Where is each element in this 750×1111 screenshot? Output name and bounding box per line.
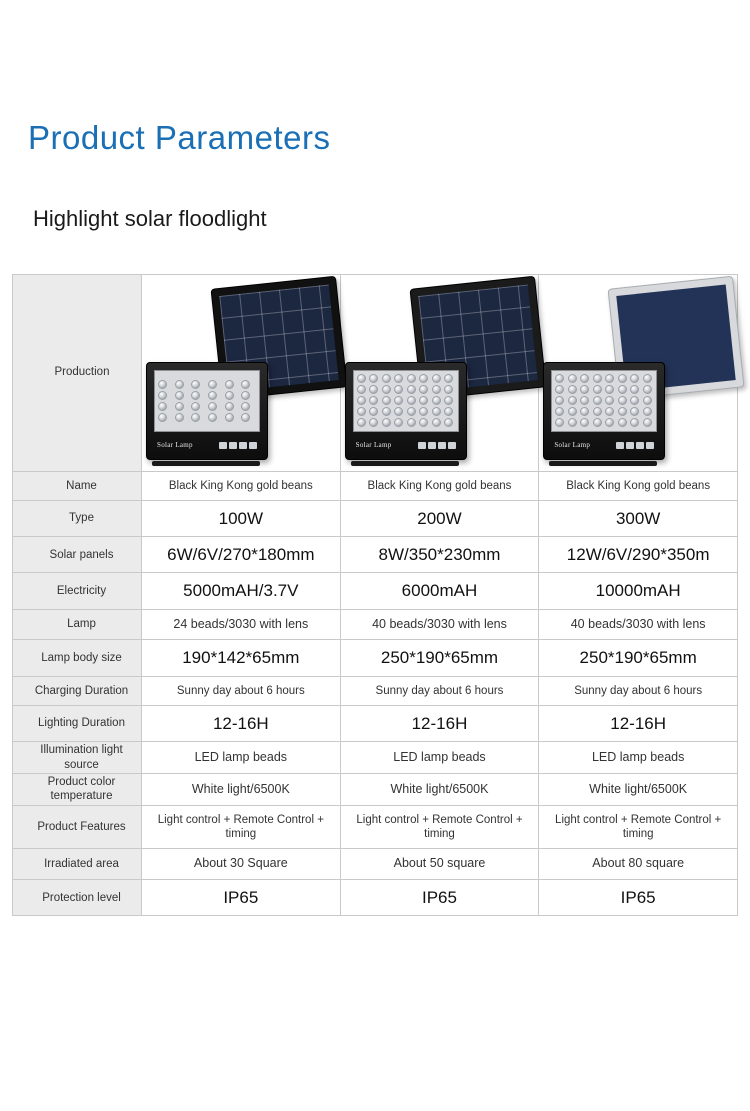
indicator-ports <box>219 442 257 449</box>
table-row <box>13 805 738 849</box>
led-bead <box>357 374 366 383</box>
lamp-brand-bar <box>154 432 260 456</box>
led-bead <box>580 396 589 405</box>
led-bead <box>394 407 403 416</box>
spec-value-cell: 24 beads/3030 with lens <box>142 609 341 640</box>
led-bead <box>208 391 217 400</box>
led-bead <box>419 407 428 416</box>
brand-label: Solar Lamp <box>554 441 591 450</box>
spec-value-cell: Sunny day about 6 hours <box>142 676 341 705</box>
led-bead <box>630 396 639 405</box>
led-bead <box>382 407 391 416</box>
product-photo <box>539 278 741 468</box>
led-bead <box>605 374 614 383</box>
led-bead <box>158 391 167 400</box>
led-bead <box>382 396 391 405</box>
led-bead <box>241 380 250 389</box>
brand-label: Solar Lamp <box>355 441 392 450</box>
led-bead <box>568 374 577 383</box>
mounting-bracket <box>351 461 459 466</box>
led-bead <box>357 396 366 405</box>
row-label: Charging Duration <box>13 676 142 705</box>
led-bead <box>407 396 416 405</box>
led-bead <box>580 418 589 427</box>
spec-value-cell: 250*190*65mm <box>340 640 539 676</box>
led-bead <box>241 413 250 422</box>
spec-value-cell: 12-16H <box>340 705 539 741</box>
spec-value-cell: Light control + Remote Control + timing <box>539 805 738 849</box>
table-row <box>13 676 738 705</box>
indicator-ports <box>418 442 456 449</box>
spec-value-cell: 200W <box>340 500 539 536</box>
table-row <box>13 880 738 916</box>
led-bead <box>630 374 639 383</box>
led-bead <box>175 402 184 411</box>
product-photo <box>341 278 543 468</box>
led-bead <box>555 374 564 383</box>
led-bead <box>593 418 602 427</box>
spec-value-cell: Black King Kong gold beans <box>142 471 341 500</box>
spec-value-cell: 40 beads/3030 with lens <box>340 609 539 640</box>
led-bead <box>444 396 453 405</box>
product-image-cell <box>340 274 539 471</box>
led-bead <box>630 385 639 394</box>
floodlight-body <box>543 362 665 460</box>
spec-value-cell: About 30 Square <box>142 849 341 880</box>
led-bead <box>605 385 614 394</box>
led-bead <box>208 380 217 389</box>
led-bead <box>605 418 614 427</box>
led-bead <box>158 413 167 422</box>
spec-value-cell: 12-16H <box>142 705 341 741</box>
row-label: Illumination light source <box>13 742 142 774</box>
led-bead <box>568 385 577 394</box>
lamp-brand-bar <box>353 432 459 456</box>
led-bead <box>555 418 564 427</box>
row-label: Product color temperature <box>13 773 142 805</box>
led-bead <box>618 385 627 394</box>
led-array <box>353 370 459 432</box>
table-row <box>13 471 738 500</box>
spec-value-cell: IP65 <box>142 880 341 916</box>
led-bead <box>394 396 403 405</box>
led-bead <box>568 407 577 416</box>
led-bead <box>618 396 627 405</box>
led-bead <box>241 402 250 411</box>
row-label: Name <box>13 471 142 500</box>
led-bead <box>432 396 441 405</box>
led-bead <box>618 407 627 416</box>
led-bead <box>175 413 184 422</box>
led-bead <box>643 374 652 383</box>
led-bead <box>432 418 441 427</box>
spec-value-cell: 12-16H <box>539 705 738 741</box>
spec-value-cell: Sunny day about 6 hours <box>539 676 738 705</box>
mounting-bracket <box>152 461 260 466</box>
indicator-ports <box>616 442 654 449</box>
led-bead <box>369 418 378 427</box>
led-bead <box>158 380 167 389</box>
led-bead <box>191 380 200 389</box>
led-bead <box>605 396 614 405</box>
led-bead <box>419 396 428 405</box>
mounting-bracket <box>549 461 657 466</box>
led-bead <box>191 402 200 411</box>
spec-value-cell: Light control + Remote Control + timing <box>142 805 341 849</box>
spec-value-cell: Black King Kong gold beans <box>539 471 738 500</box>
led-bead <box>225 391 234 400</box>
led-bead <box>369 407 378 416</box>
spec-value-cell: 300W <box>539 500 738 536</box>
led-bead <box>444 374 453 383</box>
led-bead <box>432 374 441 383</box>
table-row <box>13 849 738 880</box>
spec-value-cell: About 80 square <box>539 849 738 880</box>
led-bead <box>419 385 428 394</box>
led-bead <box>618 418 627 427</box>
spec-value-cell: Black King Kong gold beans <box>340 471 539 500</box>
spec-value-cell: LED lamp beads <box>340 742 539 774</box>
table-row <box>13 640 738 676</box>
product-image-cell <box>539 274 738 471</box>
spec-table-body <box>13 274 738 916</box>
led-bead <box>555 407 564 416</box>
led-bead <box>444 385 453 394</box>
led-bead <box>432 407 441 416</box>
table-row <box>13 773 738 805</box>
spec-value-cell: 8W/350*230mm <box>340 537 539 573</box>
led-bead <box>382 418 391 427</box>
led-bead <box>407 385 416 394</box>
led-bead <box>555 396 564 405</box>
spec-value-cell: LED lamp beads <box>142 742 341 774</box>
row-label: Solar panels <box>13 537 142 573</box>
led-bead <box>382 385 391 394</box>
led-bead <box>241 391 250 400</box>
led-bead <box>225 413 234 422</box>
led-bead <box>394 374 403 383</box>
spec-value-cell: 190*142*65mm <box>142 640 341 676</box>
led-array <box>551 370 657 432</box>
led-bead <box>643 418 652 427</box>
row-label: Production <box>13 274 142 471</box>
led-bead <box>357 407 366 416</box>
table-row <box>13 609 738 640</box>
spec-value-cell: Sunny day about 6 hours <box>340 676 539 705</box>
spec-value-cell: 250*190*65mm <box>539 640 738 676</box>
led-bead <box>568 396 577 405</box>
spec-value-cell: White light/6500K <box>340 773 539 805</box>
led-bead <box>369 385 378 394</box>
table-row <box>13 274 738 471</box>
table-row <box>13 537 738 573</box>
led-bead <box>407 418 416 427</box>
spec-value-cell: IP65 <box>539 880 738 916</box>
row-label: Electricity <box>13 573 142 609</box>
led-bead <box>419 374 428 383</box>
led-bead <box>208 413 217 422</box>
led-bead <box>593 407 602 416</box>
row-label: Lighting Duration <box>13 705 142 741</box>
spec-value-cell: White light/6500K <box>539 773 738 805</box>
spec-value-cell: White light/6500K <box>142 773 341 805</box>
table-row <box>13 573 738 609</box>
led-bead <box>394 385 403 394</box>
led-bead <box>605 407 614 416</box>
led-bead <box>580 374 589 383</box>
led-bead <box>394 418 403 427</box>
spec-value-cell: Light control + Remote Control + timing <box>340 805 539 849</box>
led-bead <box>593 385 602 394</box>
table-row <box>13 500 738 536</box>
led-bead <box>225 402 234 411</box>
led-bead <box>225 380 234 389</box>
row-label: Type <box>13 500 142 536</box>
led-bead <box>593 396 602 405</box>
led-bead <box>191 413 200 422</box>
led-bead <box>175 391 184 400</box>
spec-value-cell: 100W <box>142 500 341 536</box>
led-bead <box>630 418 639 427</box>
led-bead <box>357 385 366 394</box>
spec-value-cell: 10000mAH <box>539 573 738 609</box>
row-label: Irradiated area <box>13 849 142 880</box>
spec-value-cell: 6000mAH <box>340 573 539 609</box>
led-bead <box>618 374 627 383</box>
page-subtitle: Highlight solar floodlight <box>33 205 267 231</box>
lamp-brand-bar <box>551 432 657 456</box>
specification-table <box>12 274 738 917</box>
led-bead <box>432 385 441 394</box>
led-bead <box>630 407 639 416</box>
spec-table-wrapper <box>0 232 750 947</box>
brand-label: Solar Lamp <box>157 441 193 450</box>
spec-value-cell: 40 beads/3030 with lens <box>539 609 738 640</box>
row-label: Product Features <box>13 805 142 849</box>
led-bead <box>555 385 564 394</box>
page-title: Product Parameters <box>28 119 331 156</box>
row-label: Lamp <box>13 609 142 640</box>
led-bead <box>593 374 602 383</box>
led-bead <box>643 385 652 394</box>
led-bead <box>369 396 378 405</box>
led-bead <box>175 380 184 389</box>
table-row <box>13 742 738 774</box>
led-bead <box>208 402 217 411</box>
led-bead <box>643 407 652 416</box>
floodlight-body <box>345 362 467 460</box>
table-row <box>13 705 738 741</box>
led-bead <box>580 385 589 394</box>
spec-value-cell: 5000mAH/3.7V <box>142 573 341 609</box>
spec-value-cell: IP65 <box>340 880 539 916</box>
led-bead <box>369 374 378 383</box>
row-label: Protection level <box>13 880 142 916</box>
spec-value-cell: LED lamp beads <box>539 742 738 774</box>
led-bead <box>444 407 453 416</box>
spec-value-cell: 12W/6V/290*350m <box>539 537 738 573</box>
led-bead <box>357 418 366 427</box>
spec-value-cell: About 50 square <box>340 849 539 880</box>
led-bead <box>158 402 167 411</box>
led-bead <box>407 374 416 383</box>
led-bead <box>568 418 577 427</box>
led-bead <box>382 374 391 383</box>
led-bead <box>191 391 200 400</box>
product-photo <box>142 278 344 468</box>
led-bead <box>419 418 428 427</box>
spec-value-cell: 6W/6V/270*180mm <box>142 537 341 573</box>
led-bead <box>407 407 416 416</box>
product-image-cell <box>142 274 341 471</box>
row-label: Lamp body size <box>13 640 142 676</box>
led-bead <box>643 396 652 405</box>
led-bead <box>444 418 453 427</box>
led-bead <box>580 407 589 416</box>
floodlight-body <box>146 362 268 460</box>
led-array <box>154 370 260 432</box>
